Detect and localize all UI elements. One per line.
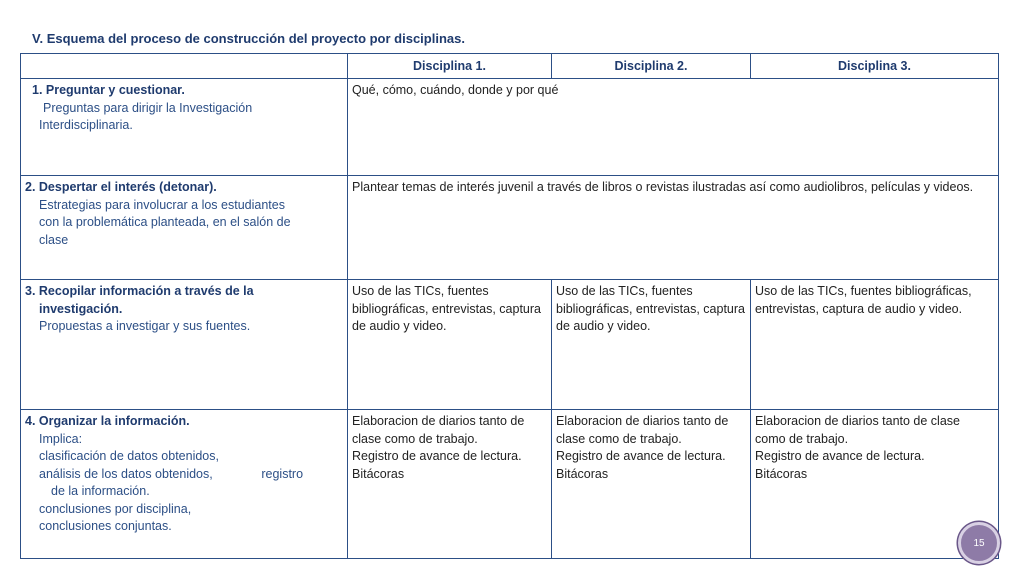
page-number-badge [958,522,1000,564]
stage-desc-line: clase [39,232,69,247]
slide-title: V. Esquema del proceso de construcción del proyecto por disciplinas. [32,31,465,46]
merged-discipline-cell [348,79,999,176]
stage-cell [21,280,348,410]
disciplina-3-cell [751,280,999,410]
stage-title: 1. Preguntar y cuestionar. [32,83,185,97]
stage-desc-line: Propuestas a investigar y sus fuentes. [39,319,251,333]
table-row [21,176,999,280]
disciplina-2-cell [552,410,751,559]
stage-desc-line: con la problemática planteada, en el salón de [39,215,291,229]
header-disciplina-1: Disciplina 1. [348,54,552,79]
stage-cell [21,176,348,280]
cell-text: Elaboracion de diarios tanto de clase como de trabajo. [755,414,960,446]
header-disciplina-2: Disciplina 2. [552,54,751,79]
cell-text: Plantear temas de interés juvenil a través de libros o revistas ilustradas así como audiolibros, películas y videos. [352,180,974,194]
cell-text: Elaboracion de diarios tanto de clase como de trabajo. [556,414,729,446]
merged-discipline-cell [348,176,999,280]
stage-desc-line: Preguntas para dirigir la Investigación [43,100,253,115]
cell-text: Qué, cómo, cuándo, donde y por qué [352,83,559,97]
cell-text: Registro de avance de lectura. [352,449,522,463]
stage-title-continuation: investigación. [39,301,123,316]
stage-desc-line: Interdisciplinaria. [39,118,133,132]
cell-text: Bitácoras [556,466,609,481]
stage-desc-line: Implica: [39,431,83,446]
stage-desc-line: clasificación de datos obtenidos, [39,449,219,463]
cell-text: Uso de las TICs, fuentes bibliográficas, entrevistas, captura de audio y video. [352,284,541,333]
table-row [21,280,999,410]
cell-text: Uso de las TICs, fuentes bibliográficas, entrevistas, captura de audio y video. [556,284,745,333]
table-header-row [21,54,999,79]
table-row [21,410,999,559]
disciplina-1-cell [348,410,552,559]
cell-text: Bitácoras [755,466,808,481]
stage-desc-line: conclusiones conjuntas. [39,519,172,533]
stage-cell [21,410,348,559]
process-table [20,53,999,559]
stage-cell [21,79,348,176]
stage-desc-line: análisis de los datos obtenidos, registro [39,466,304,481]
cell-text: Registro de avance de lectura. [755,449,925,463]
stage-title: 3. Recopilar información a través de la [25,284,254,298]
stage-desc-line: de la información. [51,484,150,498]
stage-desc-line: Estrategias para involucrar a los estudiantes [39,197,285,212]
stage-desc-line: conclusiones por disciplina, [39,501,192,516]
page-number: 15 [973,537,985,549]
cell-text: Elaboracion de diarios tanto de clase como de trabajo. [352,414,525,446]
cell-text: Uso de las TICs, fuentes bibliográficas, entrevistas, captura de audio y video. [755,284,972,316]
stage-title: 2. Despertar el interés (detonar). [25,180,217,194]
table-row [21,79,999,176]
disciplina-2-cell [552,280,751,410]
disciplina-1-cell [348,280,552,410]
header-empty-cell [21,54,348,79]
header-disciplina-3: Disciplina 3. [751,54,999,79]
cell-text: Bitácoras [352,466,405,481]
cell-text: Registro de avance de lectura. [556,449,726,463]
stage-title: 4. Organizar la información. [25,414,190,428]
